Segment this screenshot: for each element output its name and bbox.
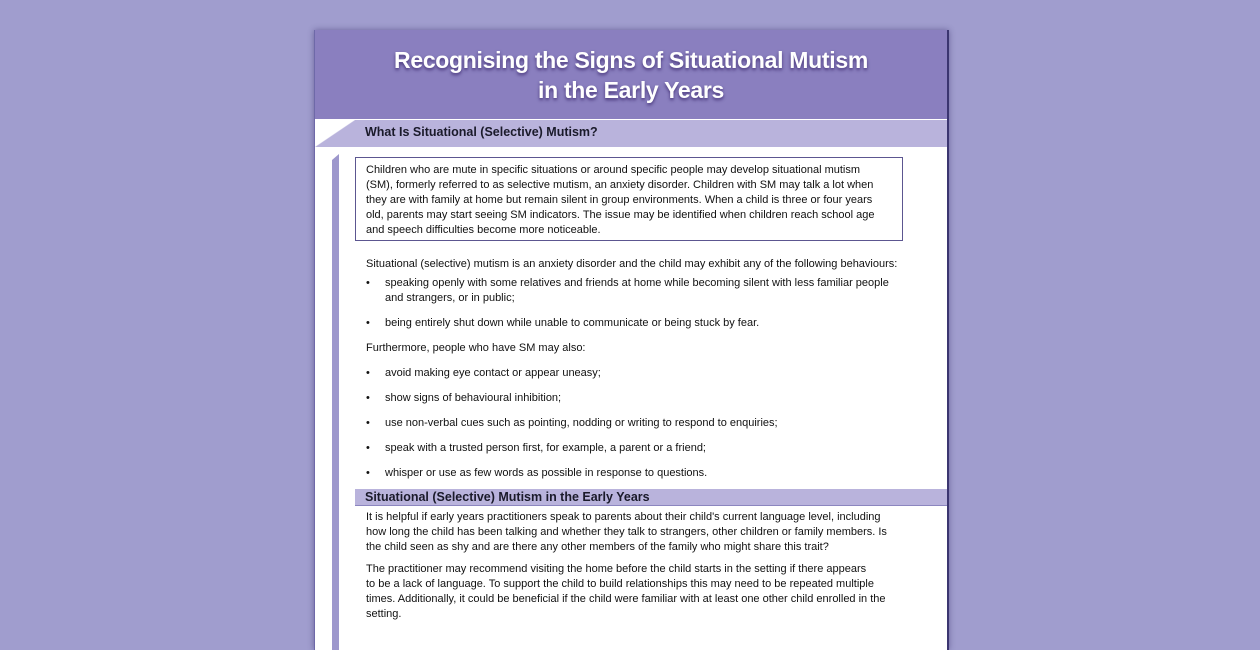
bullet-icon: • [366,277,370,289]
paragraph-line: how long the child has been talking and whether they talk to strangers, other children or family members. Is [366,526,887,538]
heading-band-notch [315,120,355,147]
section-2-paragraph-2 [366,562,932,622]
section-1-heading-band [315,120,947,147]
bullet-icon: • [366,367,370,379]
section-2-heading-band [355,489,947,505]
list-item-text: being entirely shut down while unable to communicate or being stuck by fear. [385,317,760,329]
paragraph-line: setting. [366,608,402,620]
intro-box [355,157,903,241]
also-lead: Furthermore, people who have SM may also: [366,342,586,354]
intro-line: Children who are mute in specific situations or around specific people may develop situational mutism [366,164,861,176]
page-title-line-1: Recognising the Signs of Situational Mutism [394,46,868,73]
bullet-icon: • [366,417,370,429]
paragraph-line: to be a lack of language. To support the child to build relationships this may need to be repeated multiple [366,578,874,590]
list-item-text: speak with a trusted person first, for example, a parent or a friend; [385,442,706,454]
paragraph-line: times. Additionally, it could be beneficial if the child were familiar with at least one other child enrolled in the [366,593,886,605]
bullet-icon: • [366,467,370,479]
intro-line: old, parents may start seeing SM indicators. The issue may be identified when children reach school age [366,209,875,221]
side-rule-decoration [332,160,339,650]
section-1-heading: What Is Situational (Selective) Mutism? [365,125,598,139]
list-item-text: use non-verbal cues such as pointing, nodding or writing to respond to enquiries; [385,417,778,429]
worksheet-page [314,30,949,650]
section-2-heading: Situational (Selective) Mutism in the Early Years [365,490,650,504]
page-header [315,30,947,119]
paragraph-line: It is helpful if early years practitioners speak to parents about their child's current language level, including [366,511,881,523]
section-2-paragraph-1 [366,510,932,555]
bullet-icon: • [366,317,370,329]
list-item-text: whisper or use as few words as possible in response to questions. [385,467,708,479]
list-item-text: show signs of behavioural inhibition; [385,392,562,404]
paragraph-line: The practitioner may recommend visiting the home before the child starts in the setting if there appears [366,563,867,575]
paragraph-line: the child seen as shy and are there any other members of the family who might share this trait? [366,541,829,553]
page-title-line-2: in the Early Years [538,76,724,103]
bullet-icon: • [366,392,370,404]
intro-line: they are with family at home but remain silent in group environments. When a child is three or four years [366,194,873,206]
intro-line: (SM), formerly referred to as selective mutism, an anxiety disorder. Children with SM may talk a lot when [366,179,874,191]
bullet-icon: • [366,442,370,454]
behaviours-lead: Situational (selective) mutism is an anxiety disorder and the child may exhibit any of the following behaviours: [366,258,898,270]
list-item-text: avoid making eye contact or appear uneasy; [385,367,601,379]
section-2-divider [355,505,947,506]
intro-line: and speech difficulties become more noticeable. [366,224,601,236]
list-item-text: speaking openly with some relatives and friends at home while becoming silent with less familiar people and strangers, or in public; [385,277,889,304]
